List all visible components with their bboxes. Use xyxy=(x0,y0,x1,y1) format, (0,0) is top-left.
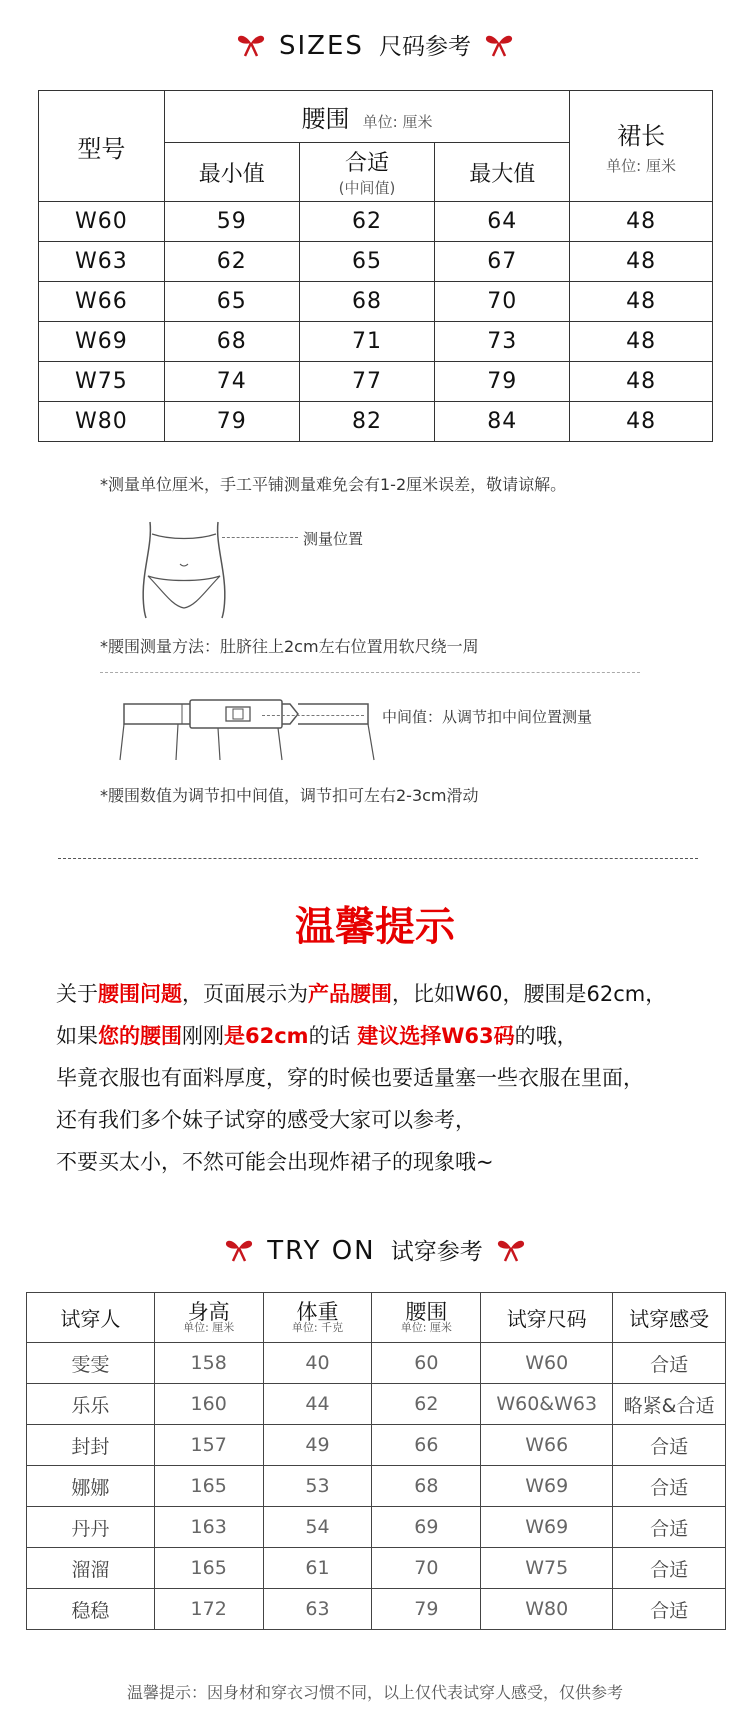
max-cell: 73 xyxy=(435,322,570,362)
table-row xyxy=(39,362,713,402)
length-cell: 48 xyxy=(570,202,713,242)
model-cell: W69 xyxy=(39,322,165,362)
note-waist-method: *腰围测量方法：肚脐往上2cm左右位置用软尺绕一周 xyxy=(100,637,479,656)
model-cell: W80 xyxy=(39,402,165,442)
feel-cell: 合适 xyxy=(613,1343,726,1384)
header-height xyxy=(154,1293,263,1343)
min-cell: 59 xyxy=(164,202,299,242)
min-cell: 68 xyxy=(164,322,299,362)
fit-cell: 77 xyxy=(299,362,435,402)
height-cell: 163 xyxy=(154,1507,263,1548)
min-cell: 79 xyxy=(164,402,299,442)
model-cell: W75 xyxy=(39,362,165,402)
weight-cell: 63 xyxy=(263,1589,372,1630)
table-row xyxy=(39,282,713,322)
height-cell: 165 xyxy=(154,1548,263,1589)
model-cell: W63 xyxy=(39,242,165,282)
person-cell: 丹丹 xyxy=(27,1507,155,1548)
person-cell: 娜娜 xyxy=(27,1466,155,1507)
max-cell: 70 xyxy=(435,282,570,322)
fit-cell: 82 xyxy=(299,402,435,442)
size-cell: W60 xyxy=(481,1343,613,1384)
waistband-buckle-icon xyxy=(118,690,378,765)
max-cell: 64 xyxy=(435,202,570,242)
height-cell: 172 xyxy=(154,1589,263,1630)
sizes-title xyxy=(0,28,750,61)
length-cell: 48 xyxy=(570,402,713,442)
height-cell: 158 xyxy=(154,1343,263,1384)
waist-cell: 70 xyxy=(372,1548,481,1589)
max-cell: 79 xyxy=(435,362,570,402)
header-weight-label: 体重 xyxy=(296,1299,339,1324)
model-cell: W66 xyxy=(39,282,165,322)
size-cell: W80 xyxy=(481,1589,613,1630)
header-waist-label: 腰围 xyxy=(301,105,350,133)
length-cell: 48 xyxy=(570,242,713,282)
note-measure-error: *测量单位厘米，手工平铺测量难免会有1-2厘米误差，敬请谅解。 xyxy=(100,475,567,494)
tryon-title xyxy=(0,1233,750,1266)
fit-cell: 65 xyxy=(299,242,435,282)
length-cell: 48 xyxy=(570,362,713,402)
height-cell: 160 xyxy=(154,1384,263,1425)
header-person: 试穿人 xyxy=(27,1293,155,1343)
header-waist xyxy=(372,1293,481,1343)
body-silhouette-icon xyxy=(140,520,230,620)
table-row xyxy=(39,242,713,282)
table-row xyxy=(39,402,713,442)
header-length-unit: 单位: 厘米 xyxy=(606,157,676,175)
section-divider xyxy=(58,858,698,859)
tip-highlight: 腰围问题 xyxy=(98,982,182,1006)
person-cell: 雯雯 xyxy=(27,1343,155,1384)
feel-cell: 合适 xyxy=(613,1466,726,1507)
max-cell: 84 xyxy=(435,402,570,442)
size-cell: W66 xyxy=(481,1425,613,1466)
tryon-table xyxy=(26,1292,726,1630)
weight-cell: 40 xyxy=(263,1343,372,1384)
size-cell: W60&W63 xyxy=(481,1384,613,1425)
header-fit-label: 合适 xyxy=(345,151,390,176)
tip-line-1 xyxy=(56,978,666,1008)
table-row xyxy=(27,1589,726,1630)
tip-line-4: 还有我们多个妹子试穿的感受大家可以参考， xyxy=(56,1108,476,1132)
bow-ribbon-icon xyxy=(236,32,266,58)
tip-highlight: 您的腰围 xyxy=(98,1024,182,1048)
measure-position-label: 测量位置 xyxy=(303,530,364,548)
header-fit xyxy=(299,143,435,202)
header-length-label: 裙长 xyxy=(617,122,666,150)
feel-cell: 合适 xyxy=(613,1507,726,1548)
tryon-footnote: 温馨提示：因身材和穿衣习惯不同，以上仅代表试穿人感受，仅供参考 xyxy=(126,1683,623,1702)
tip-text: 的哦， xyxy=(514,1024,578,1048)
tip-line-3: 毕竟衣服也有面料厚度，穿的时候也要适量塞一些衣服在里面， xyxy=(56,1066,644,1090)
person-cell: 乐乐 xyxy=(27,1384,155,1425)
header-fit-sub: (中间值) xyxy=(338,179,396,197)
feel-cell: 合适 xyxy=(613,1589,726,1630)
size-cell: W69 xyxy=(481,1466,613,1507)
header-waist xyxy=(164,91,569,143)
header-max: 最大值 xyxy=(435,143,570,202)
min-cell: 62 xyxy=(164,242,299,282)
fit-cell: 62 xyxy=(299,202,435,242)
fit-cell: 71 xyxy=(299,322,435,362)
tip-text: ，比如W60，腰围是62cm， xyxy=(392,982,667,1006)
waist-cell: 69 xyxy=(372,1507,481,1548)
header-waist-label: 腰围 xyxy=(405,1299,448,1324)
tip-text: ，页面展示为 xyxy=(182,982,308,1006)
tip-highlight: 建议选择W63码 xyxy=(357,1024,515,1048)
tip-line-2 xyxy=(56,1020,578,1050)
height-cell: 157 xyxy=(154,1425,263,1466)
tip-text: 刚刚 xyxy=(182,1024,224,1048)
waist-cell: 68 xyxy=(372,1466,481,1507)
size-cell: W69 xyxy=(481,1507,613,1548)
header-weight-unit: 单位: 千克 xyxy=(291,1320,344,1334)
weight-cell: 44 xyxy=(263,1384,372,1425)
min-cell: 74 xyxy=(164,362,299,402)
min-cell: 65 xyxy=(164,282,299,322)
header-size: 试穿尺码 xyxy=(481,1293,613,1343)
tryon-title-en: TRY ON xyxy=(267,1236,376,1266)
bow-ribbon-icon xyxy=(484,32,514,58)
header-height-label: 身高 xyxy=(187,1299,230,1324)
table-row xyxy=(27,1548,726,1589)
tryon-title-zh: 试穿参考 xyxy=(390,1239,483,1265)
waist-cell: 79 xyxy=(372,1589,481,1630)
measure-dash xyxy=(222,537,298,538)
weight-cell: 49 xyxy=(263,1425,372,1466)
table-row xyxy=(27,1466,726,1507)
size-cell: W75 xyxy=(481,1548,613,1589)
tip-highlight: 产品腰围 xyxy=(308,982,392,1006)
table-row xyxy=(39,202,713,242)
tip-highlight: 是62cm xyxy=(224,1024,309,1048)
weight-cell: 61 xyxy=(263,1548,372,1589)
waist-cell: 66 xyxy=(372,1425,481,1466)
length-cell: 48 xyxy=(570,282,713,322)
feel-cell: 合适 xyxy=(613,1548,726,1589)
tip-line-5: 不要买太小，不然可能会出现炸裙子的现象哦~ xyxy=(56,1150,494,1174)
header-feel: 试穿感受 xyxy=(613,1293,726,1343)
buckle-dash xyxy=(262,715,364,716)
height-cell: 165 xyxy=(154,1466,263,1507)
feel-cell: 略紧&合适 xyxy=(613,1384,726,1425)
tip-text: 如果 xyxy=(56,1024,98,1048)
tip-text: 的话 xyxy=(308,1024,358,1048)
buckle-label: 中间值：从调节扣中间位置测量 xyxy=(382,708,593,726)
weight-cell: 53 xyxy=(263,1466,372,1507)
waist-cell: 62 xyxy=(372,1384,481,1425)
bow-ribbon-icon xyxy=(496,1237,526,1263)
table-row xyxy=(27,1425,726,1466)
sizes-title-zh: 尺码参考 xyxy=(379,34,471,60)
waist-cell: 60 xyxy=(372,1343,481,1384)
table-row xyxy=(27,1507,726,1548)
person-cell: 溜溜 xyxy=(27,1548,155,1589)
header-waist-unit: 单位: 厘米 xyxy=(400,1320,452,1334)
header-length xyxy=(570,91,713,202)
person-cell: 稳稳 xyxy=(27,1589,155,1630)
table-row xyxy=(39,322,713,362)
sizes-title-en: SIZES xyxy=(278,31,364,61)
header-waist-unit: 单位: 厘米 xyxy=(362,113,433,131)
note-buckle-slide: *腰围数值为调节扣中间值，调节扣可左右2-3cm滑动 xyxy=(100,786,479,805)
table-row xyxy=(27,1384,726,1425)
header-height-unit: 单位: 厘米 xyxy=(183,1320,235,1334)
tip-text: 关于 xyxy=(56,982,98,1006)
size-table xyxy=(38,90,713,442)
tips-title: 温馨提示 xyxy=(295,904,455,950)
model-cell: W60 xyxy=(39,202,165,242)
header-min: 最小值 xyxy=(164,143,299,202)
fit-cell: 68 xyxy=(299,282,435,322)
length-cell: 48 xyxy=(570,322,713,362)
max-cell: 67 xyxy=(435,242,570,282)
bow-ribbon-icon xyxy=(224,1237,254,1263)
header-model: 型号 xyxy=(39,91,165,202)
header-weight xyxy=(263,1293,372,1343)
table-row xyxy=(27,1343,726,1384)
weight-cell: 54 xyxy=(263,1507,372,1548)
feel-cell: 合适 xyxy=(613,1425,726,1466)
section-divider-dashed xyxy=(100,672,640,673)
person-cell: 封封 xyxy=(27,1425,155,1466)
